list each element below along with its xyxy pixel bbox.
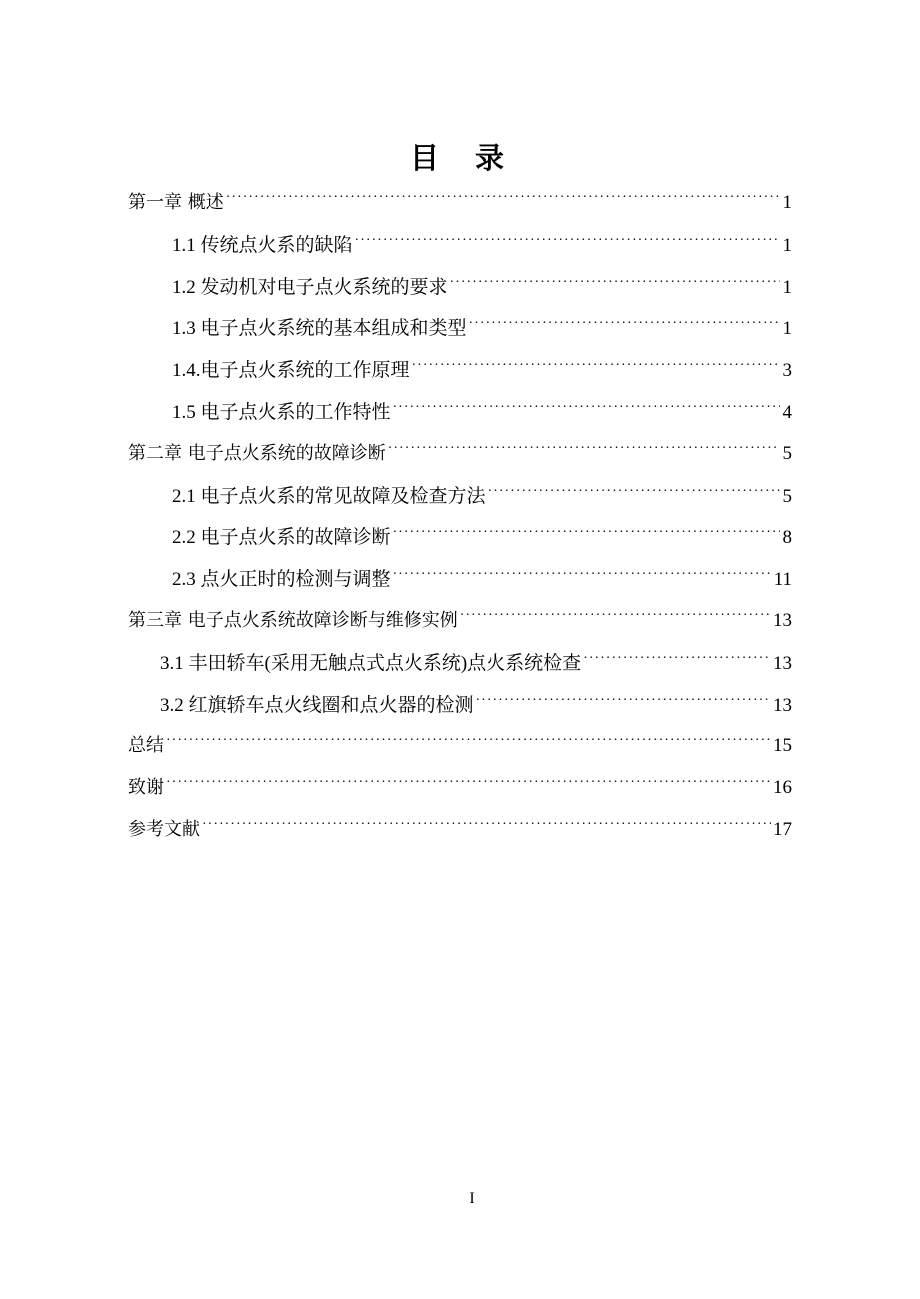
dot-leader: [166, 774, 771, 793]
toc-entry[interactable]: [128, 773, 792, 815]
toc-entry[interactable]: [128, 188, 792, 230]
toc-entry-page: 11: [773, 569, 792, 591]
page-number: I: [469, 1190, 475, 1207]
toc-entry[interactable]: [128, 648, 792, 690]
toc-entry-page: 4: [782, 401, 792, 423]
toc-entry-page: 1: [782, 276, 792, 298]
toc-entry[interactable]: [128, 230, 792, 272]
toc-entry-page: 5: [782, 442, 792, 464]
toc-entry-label: 1.5 电子点火系的工作特性: [172, 401, 391, 423]
dot-leader: [202, 816, 771, 835]
dot-leader: [388, 440, 780, 459]
toc-entry[interactable]: [128, 815, 792, 857]
dot-leader: [393, 399, 780, 418]
toc-entry[interactable]: [128, 439, 792, 481]
toc-entry-page: 8: [782, 527, 792, 549]
dot-leader: [393, 566, 772, 585]
table-of-contents: [128, 188, 792, 857]
dot-leader: [412, 357, 780, 376]
dot-leader: [355, 232, 780, 251]
dot-leader: [488, 483, 780, 502]
toc-entry[interactable]: [128, 522, 792, 564]
toc-entry-page: 13: [773, 652, 792, 674]
toc-title: 目录: [409, 141, 540, 175]
toc-entry[interactable]: [128, 397, 792, 439]
toc-entry-label: 第三章 电子点火系统故障诊断与维修实例: [128, 609, 458, 631]
toc-entry[interactable]: [128, 564, 792, 606]
toc-entry-page: 16: [773, 777, 792, 799]
toc-entry-label: 2.1 电子点火系的常见故障及检查方法: [172, 485, 486, 507]
toc-entry-page: 1: [782, 192, 792, 213]
toc-entry-label: 总结: [128, 735, 164, 757]
dot-leader: [226, 189, 780, 208]
dot-leader: [476, 692, 771, 711]
toc-entry-page: 1: [782, 318, 792, 340]
toc-entry[interactable]: [128, 731, 792, 773]
toc-entry-label: 1.1 传统点火系的缺陷: [172, 234, 353, 256]
toc-entry-label: 1.2 发动机对电子点火系统的要求: [172, 276, 448, 298]
toc-entry[interactable]: [128, 606, 792, 648]
toc-entry-label: 第一章 概述: [128, 192, 224, 213]
toc-entry[interactable]: [128, 355, 792, 397]
dot-leader: [469, 315, 780, 334]
toc-entry-page: 17: [773, 818, 792, 840]
toc-entry-label: 3.2 红旗轿车点火线圈和点火器的检测: [160, 694, 474, 716]
toc-entry[interactable]: [128, 272, 792, 314]
toc-entry-label: 1.3 电子点火系统的基本组成和类型: [172, 318, 467, 340]
toc-entry[interactable]: [128, 690, 792, 732]
toc-entry-label: 2.2 电子点火系的故障诊断: [172, 527, 391, 549]
toc-entry-label: 参考文献: [128, 818, 200, 840]
toc-entry-page: 1: [782, 234, 792, 256]
toc-entry[interactable]: [128, 481, 792, 523]
dot-leader: [583, 650, 771, 669]
dot-leader: [460, 607, 771, 626]
toc-entry-page: 13: [773, 609, 792, 631]
dot-leader: [450, 274, 780, 293]
toc-entry-label: 1.4.电子点火系统的工作原理: [172, 360, 410, 382]
toc-entry-label: 致谢: [128, 777, 164, 799]
toc-entry-page: 15: [773, 735, 792, 757]
dot-leader: [166, 732, 771, 751]
toc-entry[interactable]: [128, 313, 792, 355]
toc-entry-page: 5: [782, 485, 792, 507]
toc-entry-label: 2.3 点火正时的检测与调整: [172, 569, 391, 591]
dot-leader: [393, 524, 780, 543]
toc-entry-page: 13: [773, 694, 792, 716]
toc-entry-page: 3: [782, 360, 792, 382]
toc-entry-label: 3.1 丰田轿车(采用无触点式点火系统)点火系统检查: [160, 652, 582, 674]
toc-entry-label: 第二章 电子点火系统的故障诊断: [128, 442, 386, 464]
